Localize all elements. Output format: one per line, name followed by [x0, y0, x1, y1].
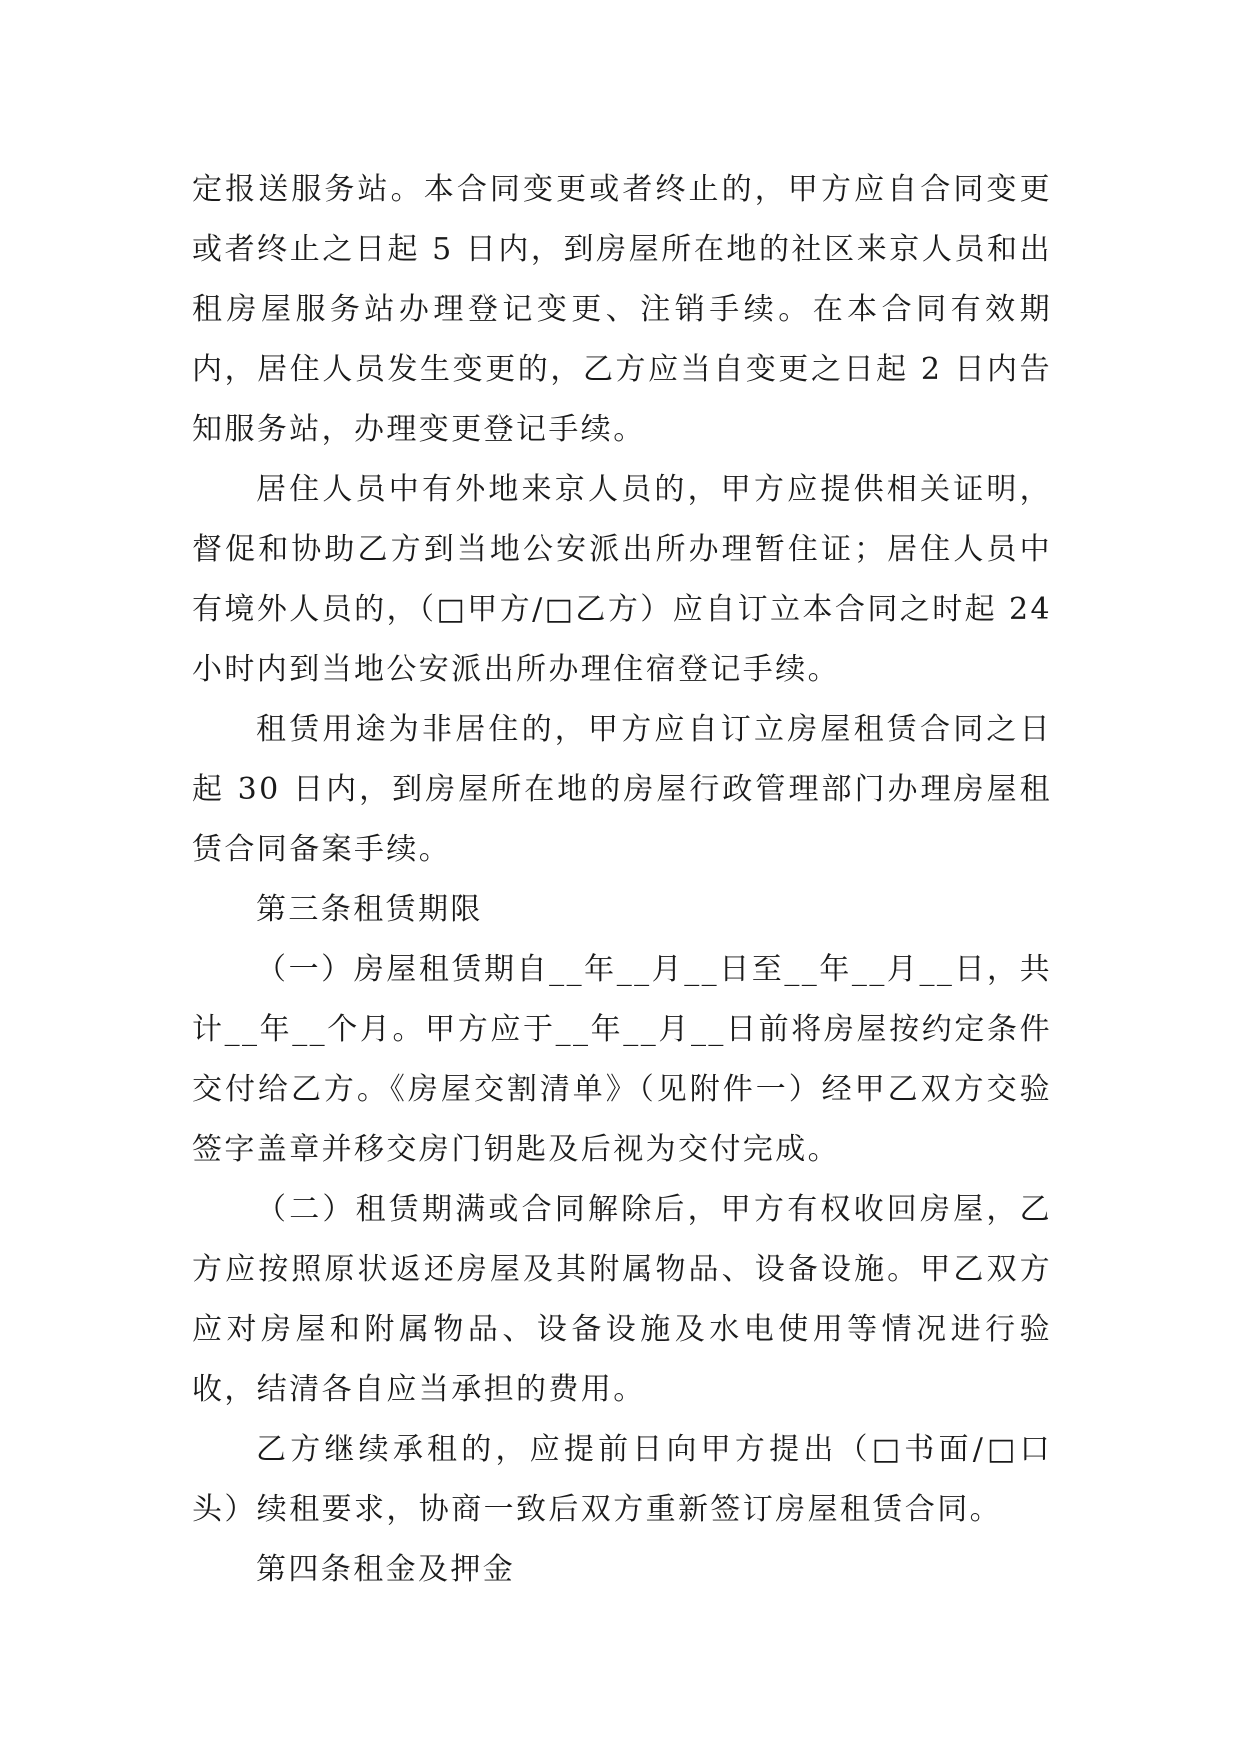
section-heading-rent-deposit: 第四条租金及押金: [256, 1552, 516, 1587]
section-heading-lease-term: 第三条租赁期限: [256, 892, 483, 927]
paragraph-non-residential-filing: 租赁用途为非居住的，甲方应自订立房屋租赁合同之日起 30 日内，到房屋所在地的房屋行政管理部门办理房屋租赁合同备案手续。: [192, 712, 1052, 867]
document-body: [192, 160, 1052, 1600]
paragraph-residents-registration: 居住人员中有外地来京人员的，甲方应提供相关证明，督促和协助乙方到当地公安派出所办理暂住证；居住人员中有境外人员的，（□甲方/□乙方）应自订立本合同之时起 24 小时内到当地公安派出所办理住宿登记手续。: [192, 472, 1052, 687]
paragraph-renewal: 乙方继续承租的，应提前日向甲方提出（□书面/□口头）续租要求，协商一致后双方重新签订房屋租赁合同。: [192, 1432, 1052, 1527]
paragraph-lease-period: （一）房屋租赁期自__年__月__日至__年__月__日，共计__年__个月。甲方应于__年__月__日前将房屋按约定条件交付给乙方。《房屋交割清单》（见附件一）经甲乙双方交验签字盖章并移交房门钥匙及后视为交付完成。: [192, 952, 1052, 1167]
paragraph-lease-expiry: （二）租赁期满或合同解除后，甲方有权收回房屋，乙方应按照原状返还房屋及其附属物品、设备设施。甲乙双方应对房屋和附属物品、设备设施及水电使用等情况进行验收，结清各自应当承担的费用。: [192, 1192, 1052, 1407]
paragraph-registration-change: 定报送服务站。本合同变更或者终止的，甲方应自合同变更或者终止之日起 5 日内，到房屋所在地的社区来京人员和出租房屋服务站办理登记变更、注销手续。在本合同有效期内，居住人员发生变更的，乙方应当自变更之日起 2 日内告知服务站，办理变更登记手续。: [192, 172, 1052, 447]
